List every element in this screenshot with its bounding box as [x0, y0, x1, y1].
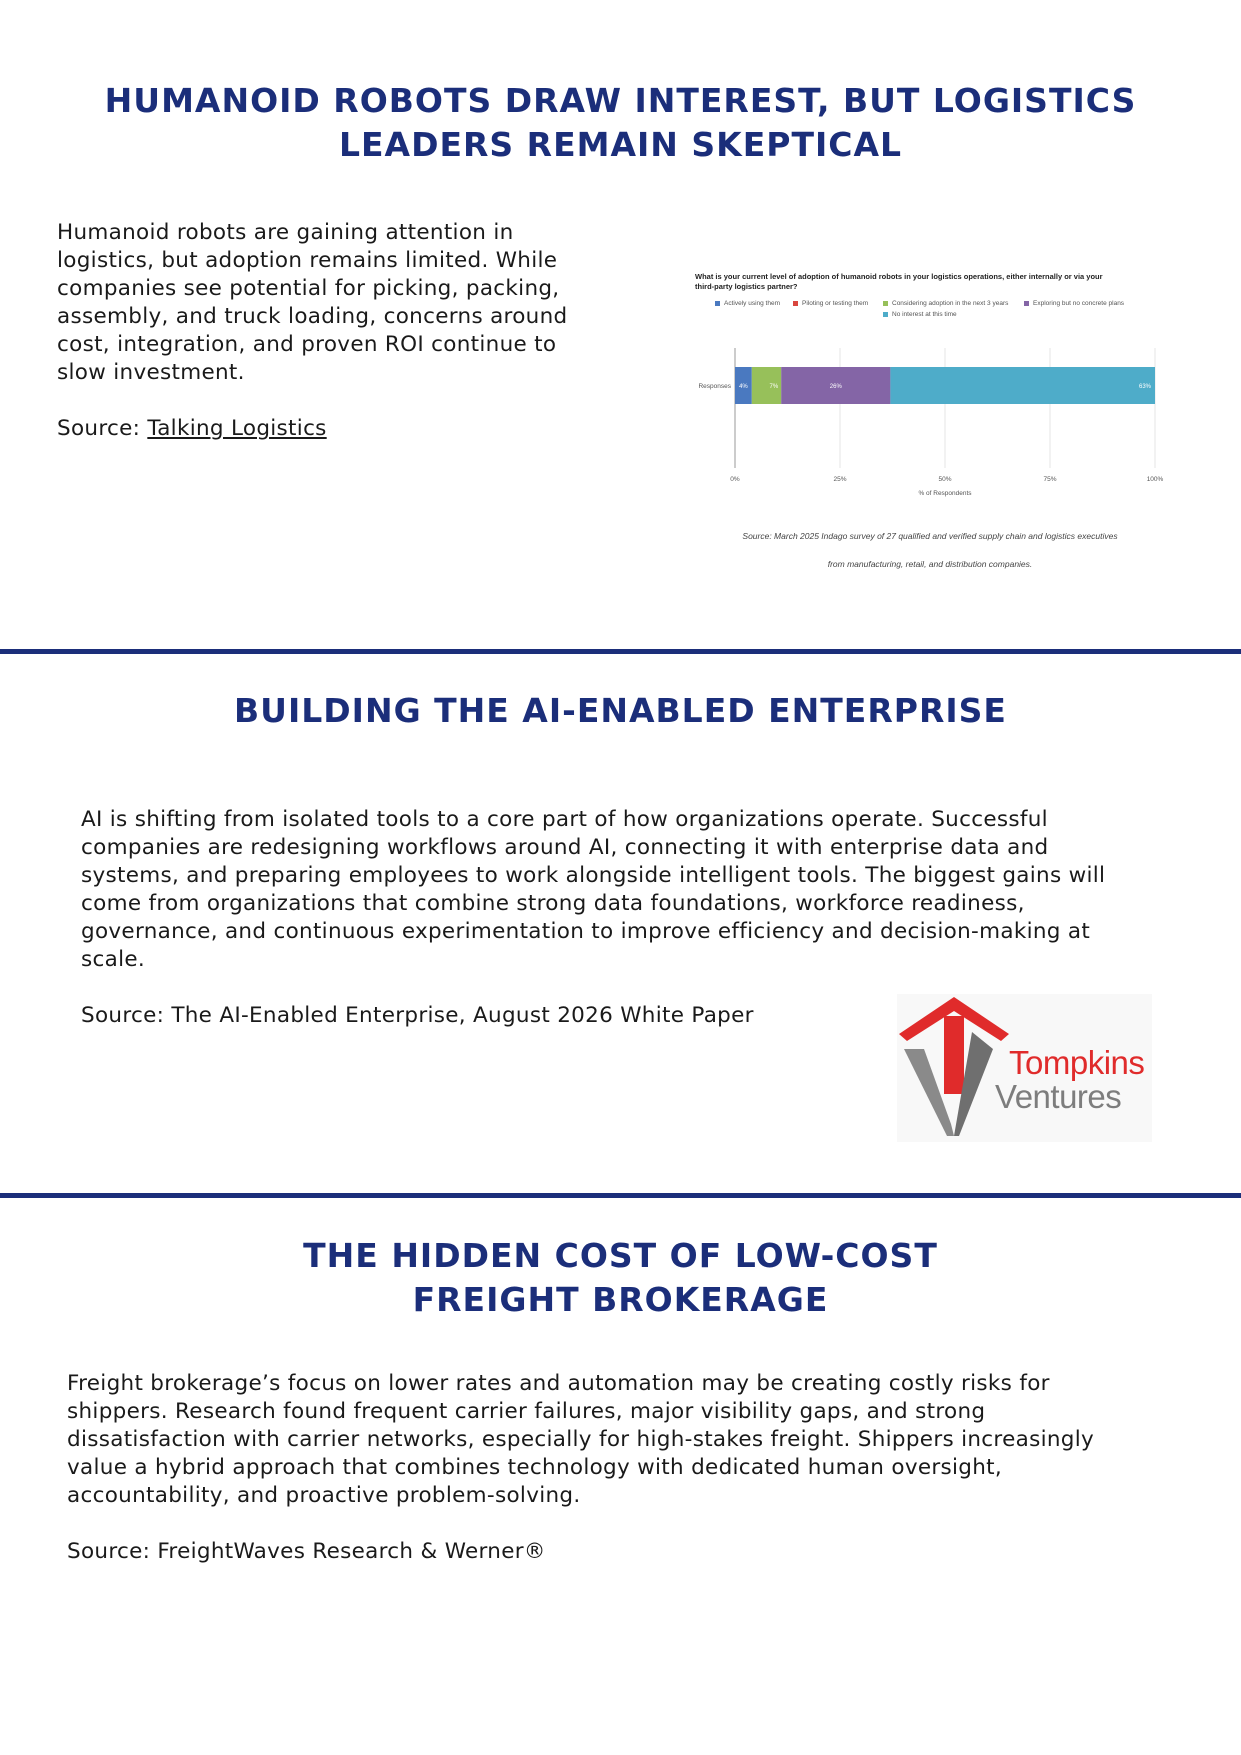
article1-body-line: logistics, but adoption remains limited. While	[57, 248, 558, 273]
chart-x-axis-title: % of Respondents	[918, 490, 972, 497]
legend-label: Exploring but no concrete plans	[1033, 300, 1125, 307]
chart-x-tick-label: 25%	[833, 476, 847, 483]
article1-headline-line1: HUMANOID ROBOTS DRAW INTEREST, BUT LOGISTICS	[104, 81, 1137, 120]
chart-title-line: third-party logistics partner?	[695, 282, 798, 291]
article3-body-line: accountability, and proactive problem-solving.	[67, 1483, 581, 1508]
article2-body-line: come from organizations that combine strong data foundations, workforce readiness,	[81, 891, 1025, 916]
chart-plot	[690, 268, 1170, 518]
chart-x-tick-label: 100%	[1146, 476, 1164, 483]
talking-logistics-link[interactable]: Talking Logistics	[147, 416, 327, 441]
article1-body-line: assembly, and truck loading, concerns around	[57, 304, 568, 329]
legend-label: No interest at this time	[892, 311, 957, 318]
article1-source-prefix: Source:	[57, 416, 148, 441]
article3-headline	[0, 1234, 1241, 1322]
article1-body-line: Humanoid robots are gaining attention in	[57, 220, 514, 245]
chart-title-line: What is your current level of adoption of humanoid robots in your logistics operations, either internally or via your	[695, 272, 1103, 281]
chart-source-line1: Source: March 2025 Indago survey of 27 qualified and verified supply chain and logistics executives	[742, 531, 1118, 541]
article2-body-line: governance, and continuous experimentation to improve efficiency and decision-making at	[81, 919, 1091, 944]
tompkins-ventures-logo	[897, 994, 1152, 1142]
chart-category-label: Responses	[698, 383, 731, 390]
chart-x-tick-label: 75%	[1043, 476, 1057, 483]
article3-body-line: dissatisfaction with carrier networks, especially for high-stakes freight. Shippers increasingly	[67, 1427, 1095, 1452]
chart-source	[690, 530, 1170, 570]
article1-body	[57, 219, 657, 387]
legend-label: Piloting or testing them	[802, 300, 869, 307]
chart-x-tick-label: 0%	[730, 476, 740, 483]
article2-source: Source: The AI-Enabled Enterprise, August 2026 White Paper	[81, 1003, 754, 1028]
chart-data-label: 7%	[769, 384, 779, 390]
article3-source: Source: FreightWaves Research & Werner®	[67, 1539, 546, 1564]
chart-source-line2: from manufacturing, retail, and distribution companies.	[827, 559, 1033, 569]
article3-body	[67, 1370, 1207, 1510]
adoption-chart	[690, 268, 1170, 588]
article2-body-line: AI is shifting from isolated tools to a core part of how organizations operate. Successful	[81, 807, 1048, 832]
article1-body-line: slow investment.	[57, 360, 245, 385]
article1-source	[57, 415, 327, 443]
logo-text-ventures: Ventures	[995, 1078, 1122, 1115]
chart-bar-segment	[890, 367, 1155, 404]
legend-label: Considering adoption in the next 3 years	[892, 300, 1009, 307]
article3-body-line: shippers. Research found frequent carrier failures, major visibility gaps, and strong	[67, 1399, 986, 1424]
article1-body-line: cost, integration, and proven ROI continue to	[57, 332, 557, 357]
chart-data-label: 26%	[829, 384, 842, 390]
section-divider	[0, 1193, 1241, 1198]
article2-body	[81, 806, 1201, 974]
article2-body-line: systems, and preparing employees to work alongside intelligent tools. The biggest gains will	[81, 863, 1106, 888]
article3-body-line: Freight brokerage’s focus on lower rates and automation may be creating costly risks for	[67, 1371, 1050, 1396]
article3-body-line: value a hybrid approach that combines technology with dedicated human oversight,	[67, 1455, 1003, 1480]
article1-headline	[0, 79, 1241, 167]
article3-headline-line1: THE HIDDEN COST OF LOW-COST	[303, 1236, 938, 1275]
chart-data-label: 63%	[1138, 384, 1151, 390]
logo-mark-icon	[897, 994, 1027, 1142]
chart-x-tick-label: 50%	[938, 476, 952, 483]
article1-body-line: companies see potential for picking, packing,	[57, 276, 560, 301]
article3-headline-line2: FREIGHT BROKERAGE	[412, 1280, 829, 1319]
legend-label: Actively using them	[724, 300, 780, 307]
article2-body-line: scale.	[81, 947, 146, 972]
chart-data-label: 4%	[739, 384, 748, 390]
article1-headline-line2: LEADERS REMAIN SKEPTICAL	[338, 125, 903, 164]
logo-text-tompkins: Tompkins	[1009, 1044, 1145, 1081]
section-divider	[0, 649, 1241, 654]
article2-body-line: companies are redesigning workflows around AI, connecting it with enterprise data and	[81, 835, 1049, 860]
article2-headline: BUILDING THE AI-ENABLED ENTERPRISE	[234, 691, 1007, 730]
